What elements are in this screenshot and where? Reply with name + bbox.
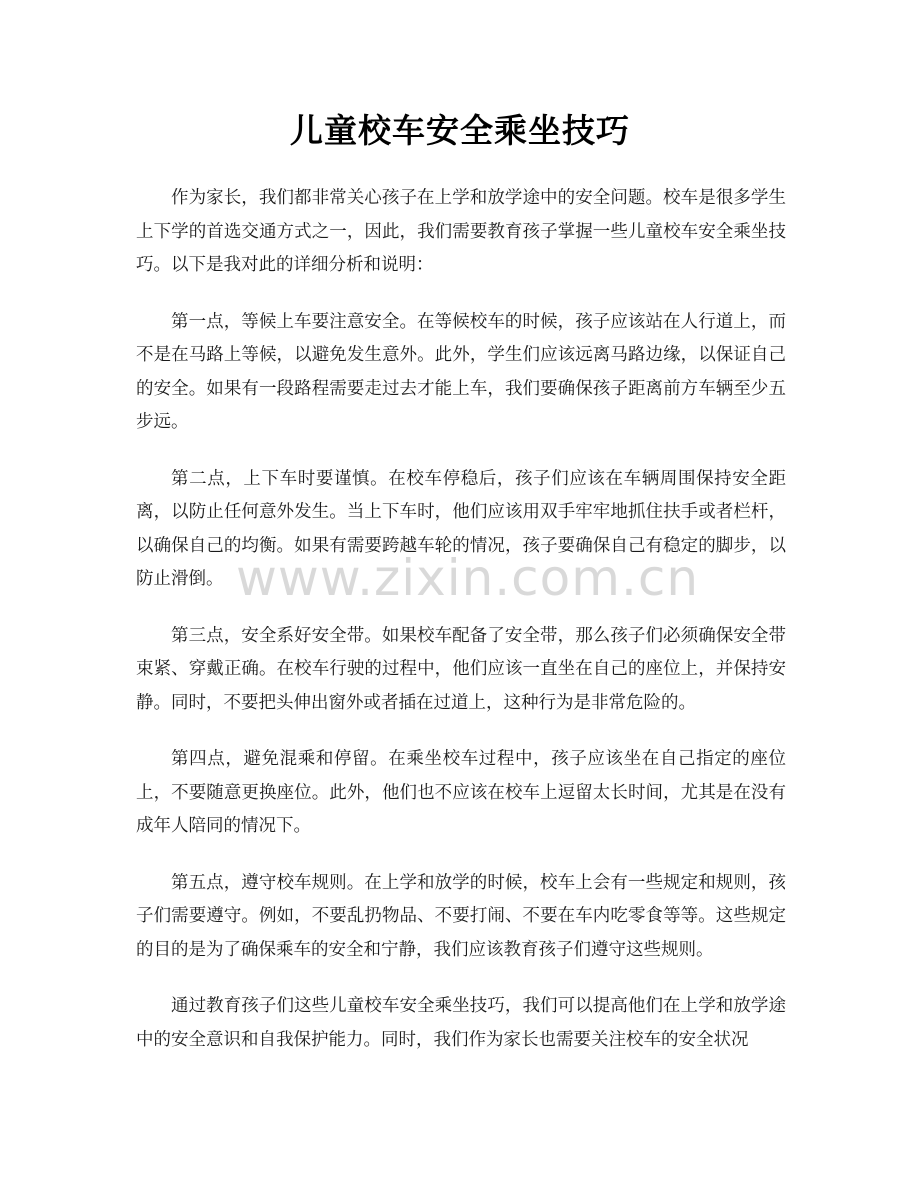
paragraph-point-2: 第二点，上下车时要谨慎。在校车停稳后，孩子们应该在车辆周围保持安全距离，以防止任何意外发生。当上下车时，他们应该用双手牢牢地抓住扶手或者栏杆，以确保自己的均衡。如果有需要跨越车轮的情况，孩子要确保自己有稳定的脚步，以防止滑倒。 [136, 468, 786, 589]
paragraph-point-5: 第五点，遵守校车规则。在上学和放学的时候，校车上会有一些规定和规则，孩子们需要遵守。例如，不要乱扔物品、不要打闹、不要在车内吃零食等等。这些规定的目的是为了确保乘车的安全和宁静，我们应该教育孩子们遵守这些规则。 [136, 872, 786, 960]
paragraph-point-1: 第一点，等候上车要注意安全。在等候校车的时候，孩子应该站在人行道上，而不是在马路上等候，以避免发生意外。此外，学生们应该远离马路边缘，以保证自己的安全。如果有一段路程需要走过去才能上车，我们要确保孩子距离前方车辆至少五步远。 [136, 311, 786, 432]
page-title: 儿童校车安全乘坐技巧 [290, 111, 630, 150]
document-body [136, 182, 786, 1080]
watermark-text: www.zixin.com.cn [236, 549, 700, 607]
paragraph-point-4: 第四点，避免混乘和停留。在乘坐校车过程中，孩子应该坐在自己指定的座位上，不要随意更换座位。此外，他们也不应该在校车上逗留太长时间，尤其是在没有成年人陪同的情况下。 [136, 749, 786, 836]
paragraph-conclusion: 通过教育孩子们这些儿童校车安全乘坐技巧，我们可以提高他们在上学和放学途中的安全意识和自我保护能力。同时，我们作为家长也需要关注校车的安全状况 [136, 996, 786, 1050]
paragraph-point-3: 第三点，安全系好安全带。如果校车配备了安全带，那么孩子们必须确保安全带束紧、穿戴正确。在校车行驶的过程中，他们应该一直坐在自己的座位上，并保持安静。同时，不要把头伸出窗外或者插在过道上，这种行为是非常危险的。 [136, 625, 786, 713]
paragraph-intro: 作为家长，我们都非常关心孩子在上学和放学途中的安全问题。校车是很多学生上下学的首选交通方式之一，因此，我们需要教育孩子掌握一些儿童校车安全乘坐技巧。以下是我对此的详细分析和说明： [136, 188, 786, 275]
